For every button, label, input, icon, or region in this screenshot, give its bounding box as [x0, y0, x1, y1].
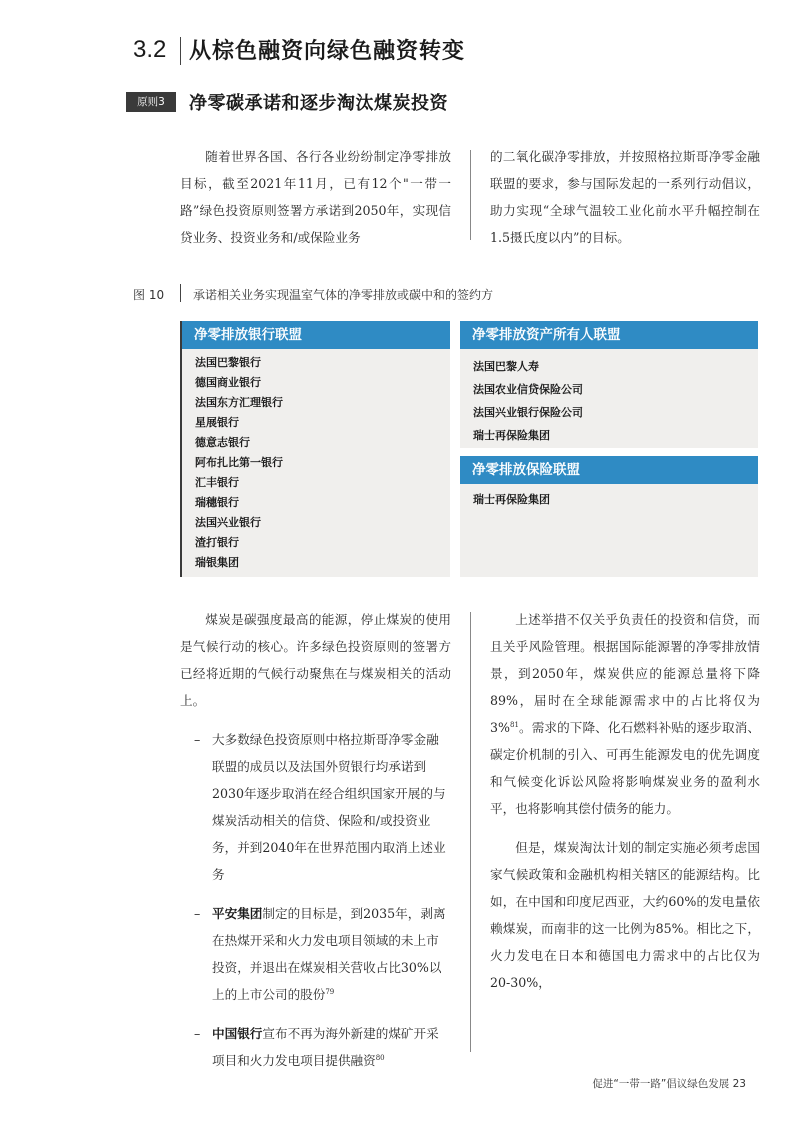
list-item: 瑞穗银行: [195, 496, 239, 509]
list-item: 法国兴业银行保险公司: [473, 406, 583, 419]
bullet-bold-lead: 中国银行: [212, 1026, 263, 1041]
body-right-column: [490, 606, 760, 996]
page-footer: [592, 1076, 746, 1091]
bullet-text: 制定的目标是，到2035年，剥离在热煤开采和火力发电项目领域的未上市投资，并退出在煤炭相关营收占比30%以上的上市公司的股份: [212, 906, 446, 1002]
intro-right-paragraph: 的二氧化碳净零排放，并按照格拉斯哥净零金融联盟的要求，参与国际发起的一系列行动倡议，助力实现“全球气温较工业化前水平升幅控制在1.5摄氏度以内”的目标。: [490, 149, 760, 245]
list-item: 汇丰银行: [195, 476, 239, 489]
panel-list: [182, 349, 450, 573]
body-paragraph: [490, 606, 760, 822]
list-item: 瑞银集团: [195, 556, 239, 569]
list-item: 星展银行: [195, 416, 239, 429]
bullet-dash: –: [194, 906, 201, 921]
figure-label: 图 10: [133, 288, 165, 302]
panel-title: 净零排放保险联盟: [460, 456, 758, 484]
figure-caption: 承诺相关业务实现温室气体的净零排放或碳中和的签约方: [193, 288, 494, 302]
panel-title: 净零排放资产所有人联盟: [460, 321, 758, 349]
list-item: 法国东方汇理银行: [195, 396, 283, 409]
bullet-bold-lead: 平安集团: [212, 906, 263, 921]
list-item: 法国兴业银行: [195, 516, 261, 529]
panel-asset-owner-alliance: [460, 321, 758, 448]
panel-list: [460, 349, 758, 447]
bullet-item: [180, 726, 451, 888]
principle-tag: 原则3: [126, 92, 176, 112]
paragraph-text: 。需求的下降、化石燃料补贴的逐步取消、碳定价机制的引入、可再生能源发电的优先调度和气候变化诉讼风险将影响煤炭业务的盈利水平，也将影响其偿付债务的能力。: [490, 720, 760, 816]
intro-left-paragraph: 随着世界各国、各行各业纷纷制定净零排放目标，截至2021年11月，已有12个"一带一路”绿色投资原则签署方承诺到2050年，实现信贷业务、投资业务和/或保险业务: [180, 149, 451, 245]
section-title: 从棕色融资向绿色融资转变: [189, 39, 466, 64]
list-item: 德国商业银行: [195, 376, 261, 389]
list-item: 法国农业信贷保险公司: [473, 383, 583, 396]
list-item: 法国巴黎银行: [195, 356, 261, 369]
bullet-dash: –: [194, 1026, 201, 1041]
panel-title: 净零排放银行联盟: [182, 321, 450, 349]
bullet-text: 大多数绿色投资原则中格拉斯哥净零金融联盟的成员以及法国外贸银行均承诺到2030年逐步取消在经合组织国家开展的与煤炭活动相关的信贷、保险和/或投资业务，并到2040年在世界范围内取消上述业务: [212, 732, 446, 882]
bullet-item: [180, 900, 451, 1008]
page-number: 23: [732, 1078, 746, 1090]
list-item: 瑞士再保险集团: [473, 429, 550, 442]
column-divider: [470, 150, 471, 240]
bullet-text: 宣布不再为海外新建的煤矿开采项目和火力发电项目提供融资: [212, 1026, 439, 1068]
section-divider: [180, 37, 181, 65]
section-number: 3.2: [133, 36, 167, 63]
body-paragraph: 煤炭是碳强度最高的能源，停止煤炭的使用是气候行动的核心。许多绿色投资原则的签署方已经将近期的气候行动聚焦在与煤炭相关的活动上。: [180, 612, 451, 708]
footnote-ref: 80: [375, 1053, 385, 1062]
column-divider: [470, 612, 471, 1052]
list-item: 瑞士再保险集团: [473, 493, 550, 506]
list-item: 德意志银行: [195, 436, 250, 449]
list-item: 阿布扎比第一银行: [195, 456, 283, 469]
panel-list: [460, 484, 758, 510]
list-item: 法国巴黎人寿: [473, 360, 539, 373]
list-item: 渣打银行: [195, 536, 239, 549]
body-paragraph: 但是，煤炭淘汰计划的制定实施必须考虑国家气候政策和金融机构相关辖区的能源结构。比如，在中国和印度尼西亚，大约60%的发电量依赖煤炭，而南非的这一比例为85%。相比之下，火力发电在日本和德国电力需求中的占比仅为20-30%，: [490, 840, 760, 990]
footnote-ref: 79: [325, 987, 335, 996]
paragraph-text: 上述举措不仅关乎负责任的投资和信贷，而且关乎风险管理。根据国际能源署的净零排放情景，到2050年，煤炭供应的能源总量将下降89%，届时在全球能源需求中的占比将仅为3%: [490, 612, 760, 735]
figure-divider: [180, 284, 181, 302]
footnote-ref: 81: [509, 720, 519, 729]
principle-title: 净零碳承诺和逐步淘汰煤炭投资: [189, 93, 448, 114]
bullet-dash: –: [194, 732, 201, 747]
body-left-column: [180, 606, 451, 1086]
footer-text: 促进“一带一路”倡议绿色发展: [592, 1078, 730, 1090]
bullet-item: [180, 1020, 451, 1074]
panel-insurance-alliance: [460, 456, 758, 577]
panel-bank-alliance: [180, 321, 450, 577]
